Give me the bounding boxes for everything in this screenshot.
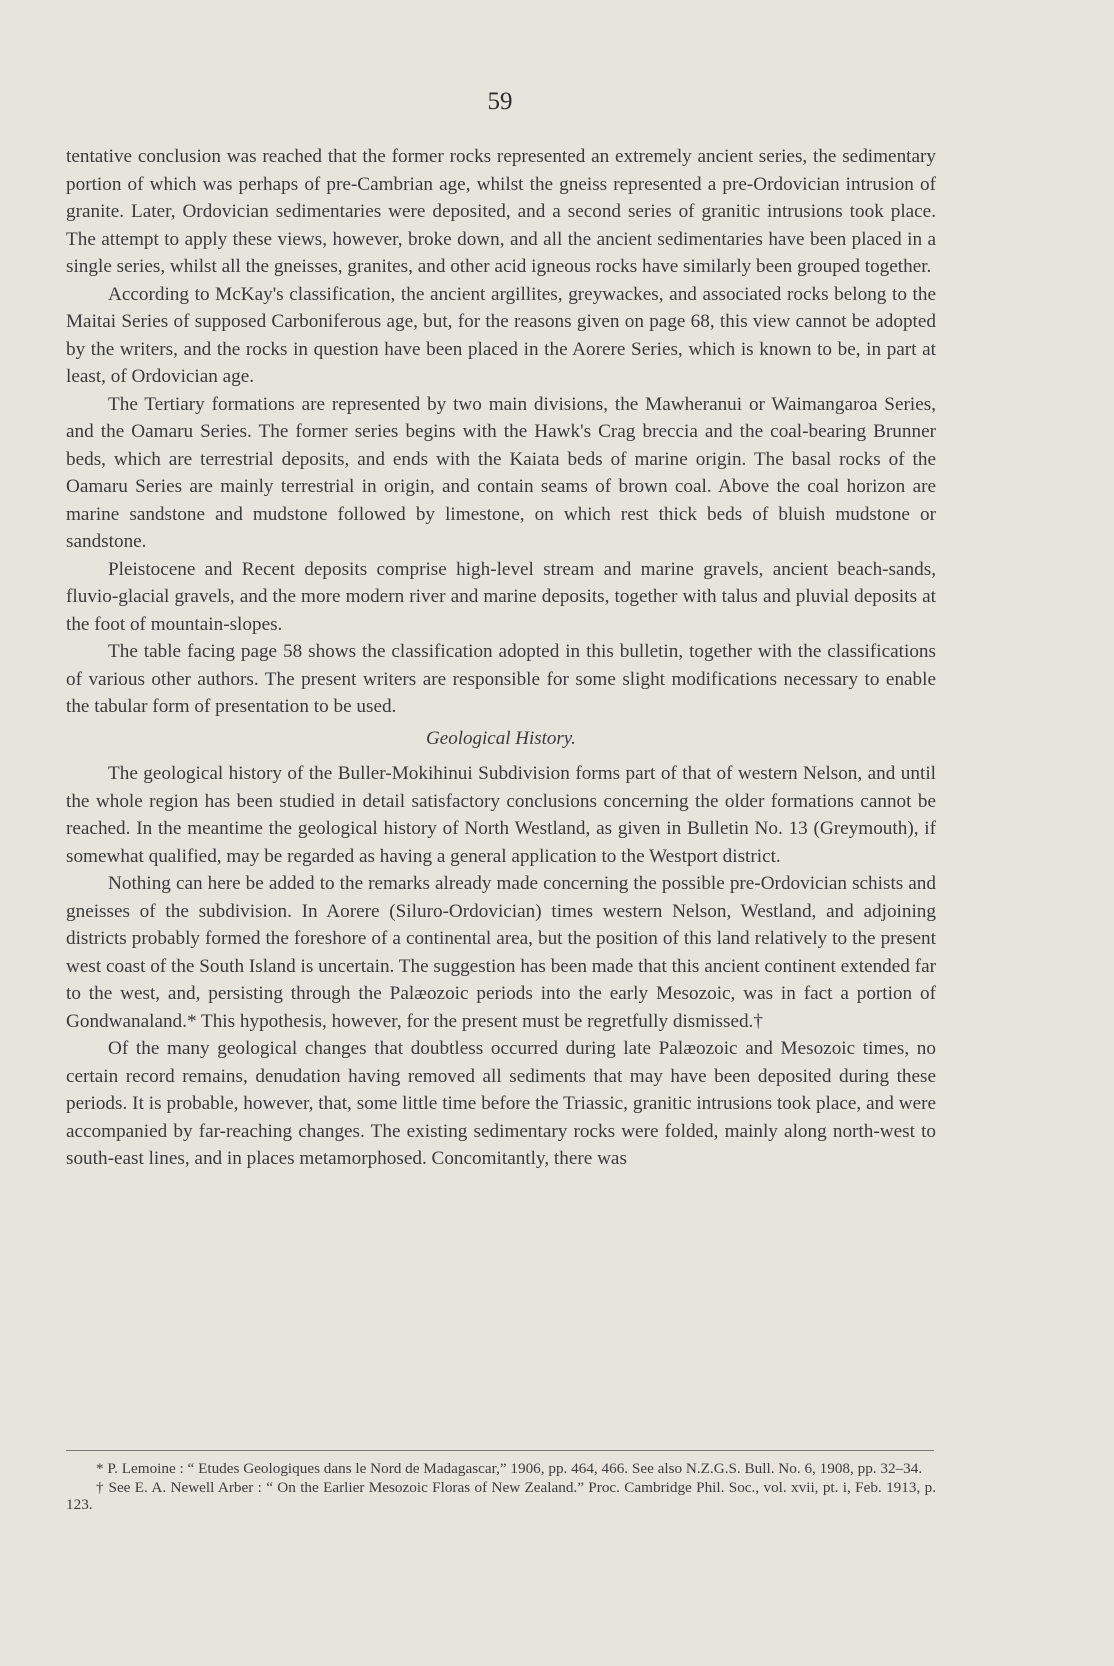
footnote-divider — [66, 1450, 934, 1451]
paragraph: Pleistocene and Recent deposits comprise high-level stream and marine gravels, ancient beach-sands, fluvio-glacial gravels, and the more modern river and marine deposits, together with talus and pluvial deposits at the foot of mountain-slopes. — [66, 558, 936, 635]
paragraph: Nothing can here be added to the remarks already made concerning the possible pre-Ordovician schists and gneisses of the subdivision. In Aorere (Siluro-Ordovician) times western Nelson, Westland, and adjoining districts probably formed the foreshore of a continental area, but the position of this land relatively to the present west coast of the South Island is uncertain. The suggestion has been made that this ancient continent extended far to the west, and, persisting through the Palæozoic periods into the early Mesozoic, was in fact a portion of Gondwanaland.* This hypothesis, however, for the present must be regretfully dismissed.† — [66, 873, 936, 1032]
footnote: * P. Lemoine : “ Etudes Geologiques dans le Nord de Madagascar,” 1906, pp. 464, 466. See also N.Z.G.S. Bull. No. 6, 1908, pp. 32–34. — [96, 1460, 923, 1477]
footnotes — [66, 1460, 936, 1515]
paragraph: The table facing page 58 shows the classification adopted in this bulletin, together with the classifications of various other authors. The present writers are responsible for some slight modifications necessary to enable the tabular form of presentation to be used. — [66, 641, 936, 717]
paragraph: Of the many geological changes that doubtless occurred during late Palæozoic and Mesozoic times, no certain record remains, denudation having removed all sediments that may have been deposited during these periods. It is probable, however, that, some little time before the Triassic, granitic intrusions took place, and were accompanied by far-reaching changes. The existing sedimentary rocks were folded, mainly along north-west to south-east lines, and in places metamorphosed. Concomitantly, there was — [66, 1038, 936, 1169]
paragraph: The Tertiary formations are represented by two main divisions, the Mawheranui or Waimangaroa Series, and the Oamaru Series. The former series begins with the Hawk's Crag breccia and the coal-bearing Brunner beds, which are terrestrial deposits, and ends with the Kaiata beds of marine origin. The basal rocks of the Oamaru Series are mainly terrestrial in origin, and contain seams of brown coal. Above the coal horizon are marine sandstone and mudstone followed by limestone, on which rest thick beds of bluish mudstone or sandstone. — [66, 393, 936, 552]
paragraph: tentative conclusion was reached that the former rocks represented an extremely ancient series, the sedimentary portion of which was perhaps of pre-Cambrian age, whilst the gneiss represented a pre-Ordovician intrusion of granite. Later, Ordovician sedimentaries were deposited, and a second series of granitic intrusions took place. The attempt to apply these views, however, broke down, and all the ancient sedimentaries have been placed in a single series, whilst all the gneisses, granites, and other acid igneous rocks have similarly been grouped together. — [66, 146, 936, 277]
paragraph: According to McKay's classification, the ancient argillites, greywackes, and associated rocks belong to the Maitai Series of supposed Carboniferous age, but, for the reasons given on page 68, this view cannot be adopted by the writers, and the rocks in question have been placed in the Aorere Series, which is known to be, in part at least, of Ordovician age. — [66, 283, 936, 387]
page-number: 59 — [487, 88, 513, 115]
footnote: † See E. A. Newell Arber : “ On the Earlier Mesozoic Floras of New Zealand.” Proc. Cambridge Phil. Soc., vol. xvii, pt. i, Feb. 1913, p. 123. — [66, 1479, 936, 1513]
body-text — [66, 143, 936, 1173]
paragraph: The geological history of the Buller-Mokihinui Subdivision forms part of that of western Nelson, and until the whole region has been studied in detail satisfactory conclusions concerning the older formations cannot be reached. In the meantime the geological history of North Westland, as given in Bulletin No. 13 (Greymouth), if somewhat qualified, may be regarded as having a general application to the Westport district. — [66, 763, 936, 867]
section-heading: Geological History. — [426, 727, 576, 749]
